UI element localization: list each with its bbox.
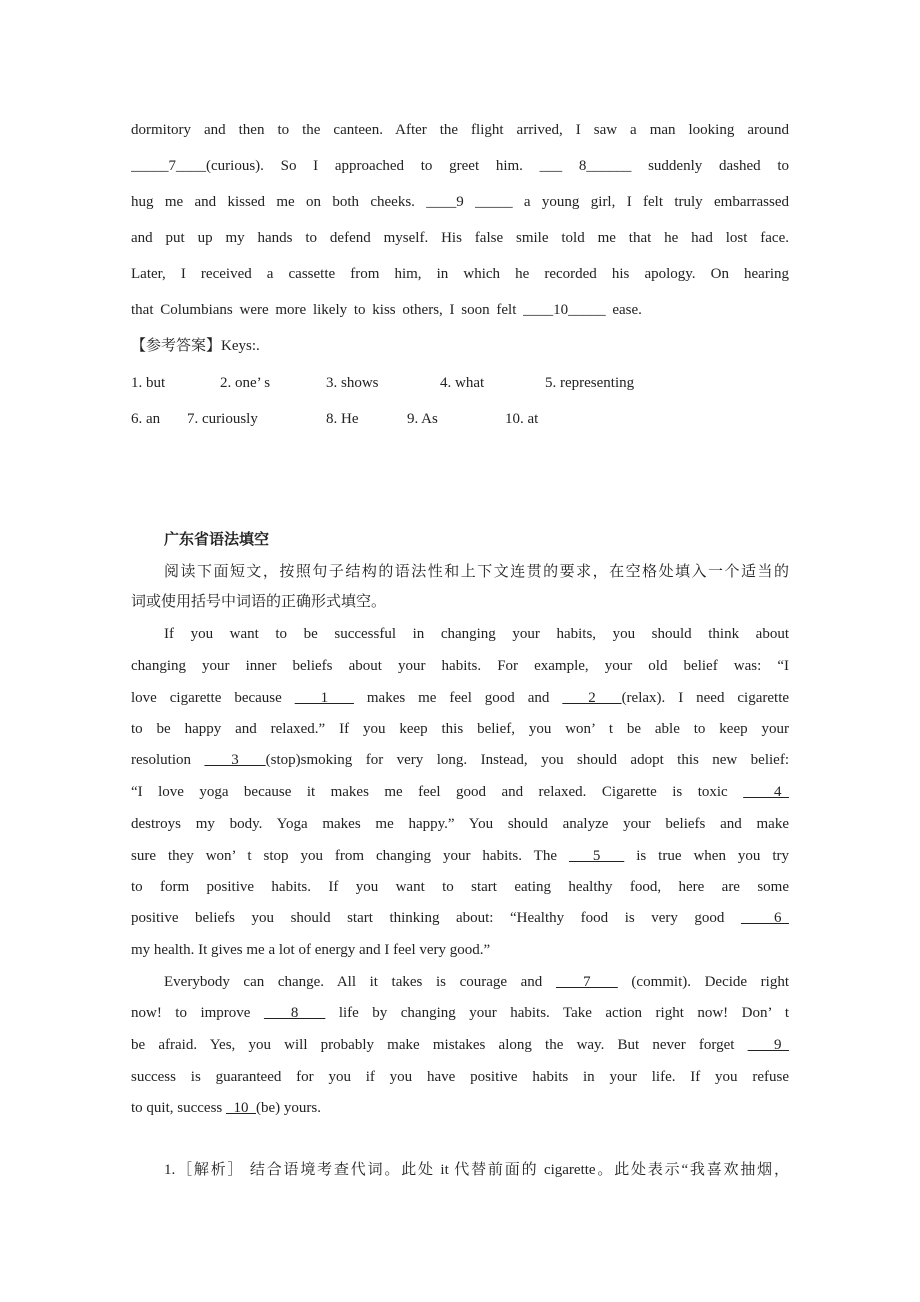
blank-slot: 7 — [555, 974, 618, 990]
passage-line: and put up my hands to defend myself. His false smile told me that he had lost face. — [131, 230, 789, 246]
answer-key: 5. representing — [545, 375, 635, 391]
blank-slot: 3 — [204, 752, 266, 768]
passage-line: If you want to be successful in changing your habits, you should think about — [164, 626, 789, 642]
analysis-line: 1.［解析］ 结合语境考查代词。此处 it 代替前面的 cigarette。此处表示“我喜欢抽烟， — [164, 1162, 789, 1178]
keys-heading: 【参考答案】Keys:. — [131, 338, 260, 354]
passage-line: love cigarette because 1 makes me feel good and 2 (relax). I need cigarette — [131, 690, 789, 706]
answer-key: 4. what — [440, 375, 485, 391]
passage-line: positive beliefs you should start thinking about: “Healthy food is very good 6 — [131, 910, 789, 926]
answer-key: 2. one’ s — [220, 375, 271, 391]
blank-slot: 8 — [263, 1005, 326, 1021]
instructions-line: 词或使用括号中词语的正确形式填空。 — [131, 594, 387, 610]
passage-line: dormitory and then to the canteen. After the flight arrived, I saw a man looking around — [131, 122, 789, 138]
blank-slot: 9 — [747, 1037, 789, 1053]
passage-line: “I love yoga because it makes me feel good and relaxed. Cigarette is toxic 4 — [131, 784, 789, 800]
passage-line: success is guaranteed for you if you have positive habits in your life. If you refuse — [131, 1069, 789, 1085]
passage-line: _____7____(curious). So I approached to greet him. ___ 8______ suddenly dashed to — [131, 158, 789, 174]
blank-slot: 5 — [568, 848, 625, 864]
blank-slot: 1 — [294, 690, 354, 706]
answer-key: 10. at — [505, 411, 539, 427]
passage-line: that Columbians were more likely to kiss others, I soon felt ____10_____ ease. — [131, 302, 642, 318]
answer-key: 8. He — [326, 411, 359, 427]
answer-key: 3. shows — [326, 375, 379, 391]
passage-line: hug me and kissed me on both cheeks. ____9 _____ a young girl, I felt truly embarrassed — [131, 194, 789, 210]
passage-line: be afraid. Yes, you will probably make mistakes along the way. But never forget 9 — [131, 1037, 789, 1053]
passage-line: Everybody can change. All it takes is courage and 7 (commit). Decide right — [164, 974, 789, 990]
passage-line: now! to improve 8 life by changing your habits. Take action right now! Don’ t — [131, 1005, 789, 1021]
passage-line: sure they won’ t stop you from changing your habits. The 5 is true when you try — [131, 848, 789, 864]
passage-line: Later, I received a cassette from him, in which he recorded his apology. On hearing — [131, 266, 789, 282]
blank-slot: 6 — [740, 910, 789, 926]
blank-slot: 4 — [743, 784, 789, 800]
passage-line: to be happy and relaxed.” If you keep this belief, you won’ t be able to keep your — [131, 721, 789, 737]
instructions-line: 阅读下面短文，按照句子结构的语法性和上下文连贯的要求，在空格处填入一个适当的 — [164, 564, 789, 580]
answer-key: 7. curiously — [187, 411, 258, 427]
passage-line: resolution 3 (stop)smoking for very long. Instead, you should adopt this new belief: — [131, 752, 789, 768]
passage-line: my health. It gives me a lot of energy and I feel very good.” — [131, 942, 491, 958]
passage-line: to form positive habits. If you want to start eating healthy food, here are some — [131, 879, 789, 895]
passage-line: changing your inner beliefs about your habits. For example, your old belief was: “I — [131, 658, 789, 674]
section-title: 广东省语法填空 — [164, 532, 270, 548]
passage-line: destroys my body. Yoga makes me happy.” You should analyze your beliefs and make — [131, 816, 789, 832]
blank-slot: 2 — [562, 690, 622, 706]
blank-slot: 10 — [226, 1100, 256, 1116]
answer-key: 9. As — [407, 411, 438, 427]
passage-line: to quit, success 10 (be) yours. — [131, 1100, 321, 1116]
answer-key: 6. an — [131, 411, 161, 427]
answer-key: 1. but — [131, 375, 166, 391]
